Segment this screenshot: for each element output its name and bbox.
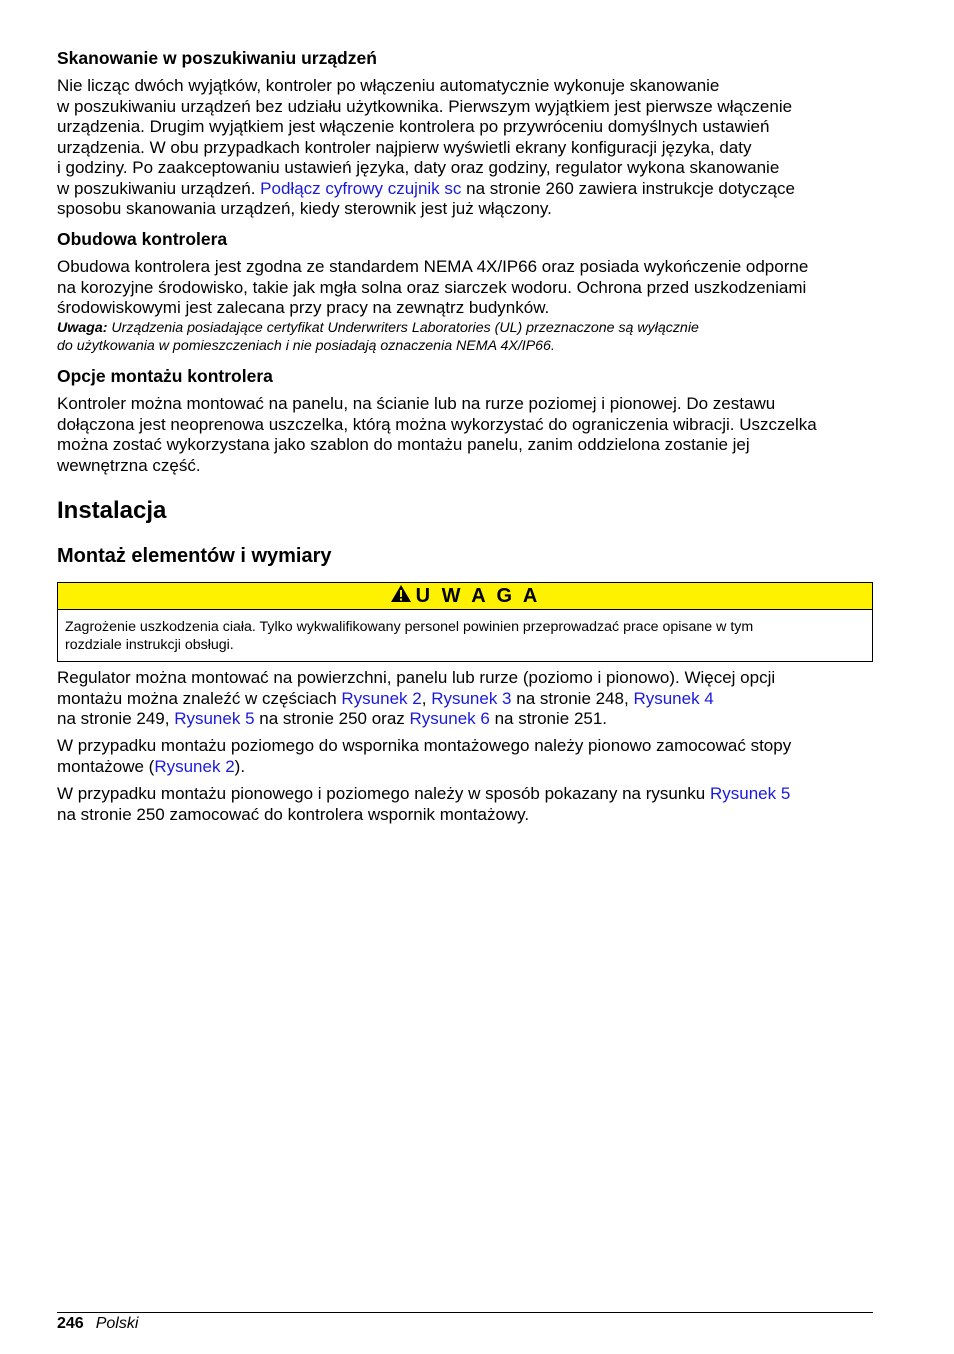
install-line xyxy=(57,784,873,805)
housing-line: Obudowa kontrolera jest zgodna ze standardem NEMA 4X/IP66 oraz posiada wykończenie odporne xyxy=(57,257,809,276)
warning-box xyxy=(57,582,873,662)
scan-text: na stronie 260 zawiera instrukcje dotyczące xyxy=(461,178,795,198)
housing-section xyxy=(57,229,873,355)
footer-language: Polski xyxy=(95,1315,139,1332)
install-text: na stronie 250 oraz xyxy=(254,709,410,728)
link-figure-6[interactable]: Rysunek 6 xyxy=(409,709,490,728)
install-text: montażu można znaleźć w częściach xyxy=(57,688,342,708)
mount-options-section xyxy=(57,366,873,476)
install-line xyxy=(57,709,873,730)
install-text: na stronie 248, xyxy=(511,688,634,708)
link-connect-digital-sensor[interactable]: Podłącz cyfrowy czujnik sc xyxy=(260,178,462,198)
page-number: 246 xyxy=(57,1315,84,1332)
install-line: W przypadku montażu poziomego do wspornika montażowego należy pionowo zamocować stopy xyxy=(57,736,792,755)
install-text: , xyxy=(421,688,432,708)
install-text: ). xyxy=(234,756,246,776)
scan-line xyxy=(57,179,873,200)
page-footer xyxy=(57,1312,873,1334)
installation-title: Instalacja xyxy=(57,497,167,524)
install-line: na stronie 250 zamocować do kontrolera wspornik montażowy. xyxy=(57,804,530,824)
link-figure-2[interactable]: Rysunek 2 xyxy=(341,688,422,708)
mount-options-paragraph xyxy=(57,394,873,476)
mount-line: Kontroler można montować na panelu, na ścianie lub na rurze poziomej i pionowej. Do zestawu xyxy=(57,394,776,413)
warning-header xyxy=(58,583,872,610)
mount-options-heading: Opcje montażu kontrolera xyxy=(57,366,273,386)
scan-heading: Skanowanie w poszukiwaniu urządzeń xyxy=(57,48,377,68)
mounting-subtitle: Montaż elementów i wymiary xyxy=(57,545,332,567)
warning-line: Zagrożenie uszkodzenia ciała. Tylko wykwalifikowany personel powinien przeprowadzać prace opisane w tym xyxy=(65,619,754,635)
mount-line: wewnętrzna część. xyxy=(57,455,201,475)
warning-label: U W A G A xyxy=(415,584,541,607)
housing-paragraph xyxy=(57,257,873,319)
install-text: montażowe ( xyxy=(57,756,155,776)
scan-line: w poszukiwaniu urządzeń bez udziału użytkownika. Pierwszym wyjątkiem jest pierwsze włączenie xyxy=(57,96,793,116)
mount-line: dołączona jest neoprenowa uszczelka, którą można wykorzystać do ograniczenia wibracji. Uszczelka xyxy=(57,414,817,434)
scan-text: w poszukiwaniu urządzeń. xyxy=(57,178,261,198)
scan-section xyxy=(57,48,873,220)
scan-paragraph xyxy=(57,76,873,220)
install-line xyxy=(57,689,873,710)
housing-note xyxy=(57,319,873,355)
mount-line: można zostać wykorzystana jako szablon do montażu panelu, zanim oddzielona zostanie jej xyxy=(57,435,750,454)
install-text: W przypadku montażu pionowego i poziomego należy w sposób pokazany na rysunku xyxy=(57,784,710,803)
note-text: Urządzenia posiadające certyfikat Underwriters Laboratories (UL) przeznaczone są wyłącznie xyxy=(107,319,699,336)
link-figure-3[interactable]: Rysunek 3 xyxy=(431,688,512,708)
link-figure-2[interactable]: Rysunek 2 xyxy=(154,756,235,776)
install-line xyxy=(57,757,873,778)
warning-triangle-icon xyxy=(390,584,416,609)
note-label: Uwaga: xyxy=(57,319,108,336)
housing-line: na korozyjne środowisko, takie jak mgła solna oraz siarczek wodoru. Ochrona przed uszkodzeniami xyxy=(57,277,807,297)
install-text: na stronie 249, xyxy=(57,709,175,728)
scan-line: urządzenia. Drugim wyjątkiem jest włączenie kontrolera po przywróceniu domyślnych ustawień xyxy=(57,117,770,136)
link-figure-4[interactable]: Rysunek 4 xyxy=(633,688,714,708)
install-paragraph-3 xyxy=(57,784,873,825)
housing-line: środowiskowymi jest zalecana przy pracy na zewnątrz budynków. xyxy=(57,298,550,317)
scan-line: i godziny. Po zaakceptowaniu ustawień języka, daty oraz godziny, regulator wykona skanowanie xyxy=(57,158,780,177)
housing-heading: Obudowa kontrolera xyxy=(57,229,228,249)
note-line xyxy=(57,319,873,337)
install-paragraph-2 xyxy=(57,736,873,777)
warning-line: rozdziale instrukcji obsługi. xyxy=(65,637,234,653)
warning-body xyxy=(58,610,872,661)
note-line: do użytkowania w pomieszczeniach i nie posiadają oznaczenia NEMA 4X/IP66. xyxy=(57,337,555,354)
scan-line: Nie licząc dwóch wyjątków, kontroler po włączeniu automatycznie wykonuje skanowanie xyxy=(57,76,720,95)
link-figure-5[interactable]: Rysunek 5 xyxy=(174,709,255,728)
install-paragraph-1 xyxy=(57,668,873,730)
scan-line: urządzenia. W obu przypadkach kontroler najpierw wyświetli ekrany konfiguracji języka, daty xyxy=(57,137,752,157)
link-figure-5[interactable]: Rysunek 5 xyxy=(709,784,791,803)
install-line: Regulator można montować na powierzchni, panelu lub rurze (poziomo i pionowo). Więcej opcji xyxy=(57,668,776,687)
install-text: na stronie 251. xyxy=(489,709,608,728)
scan-line: sposobu skanowania urządzeń, kiedy sterownik jest już włączony. xyxy=(57,199,552,218)
